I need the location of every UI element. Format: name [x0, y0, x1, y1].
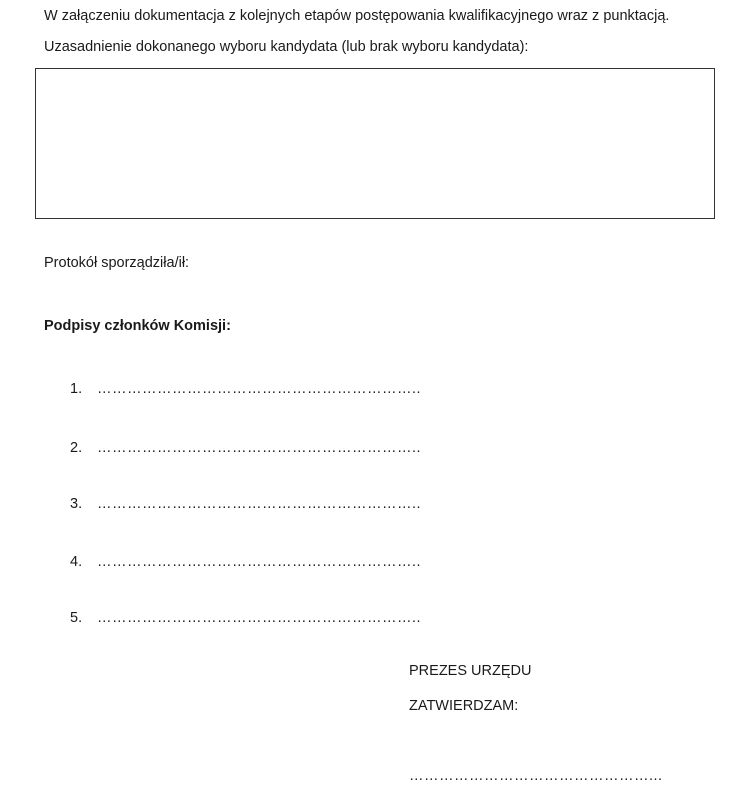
- justification-label: Uzasadnienie dokonanego wyboru kandydata (lub brak wyboru kandydata):: [44, 39, 529, 55]
- attachment-note: W załączeniu dokumentacja z kolejnych etapów postępowania kwalifikacyjnego wraz z punktacją.: [44, 8, 670, 24]
- signature-number: 1.: [70, 381, 83, 397]
- signatures-heading: Podpisy członków Komisji:: [44, 318, 231, 334]
- signature-line: ………………………………………………………..: [97, 610, 422, 626]
- signature-line: ………………………………………………………..: [97, 554, 422, 570]
- signature-row: [70, 497, 421, 512]
- justification-box[interactable]: [35, 68, 715, 219]
- signature-number: 3.: [70, 496, 83, 512]
- signature-row: [70, 441, 421, 456]
- signature-row: [70, 611, 421, 626]
- signature-line: ………………………………………………………..: [97, 496, 422, 512]
- signature-number: 4.: [70, 554, 83, 570]
- approval-title: PREZES URZĘDU: [409, 663, 532, 679]
- signature-line: ………………………………………………………..: [97, 381, 422, 397]
- signature-line: ………………………………………………………..: [97, 440, 422, 456]
- signature-row: [70, 555, 421, 570]
- signature-row: [70, 382, 421, 397]
- approval-approve: ZATWIERDZAM:: [409, 698, 519, 714]
- signature-number: 5.: [70, 610, 83, 626]
- signature-number: 2.: [70, 440, 83, 456]
- approval-signature-line: …………………………………………...: [409, 768, 663, 784]
- protocol-by-label: Protokół sporządziła/ił:: [44, 255, 190, 271]
